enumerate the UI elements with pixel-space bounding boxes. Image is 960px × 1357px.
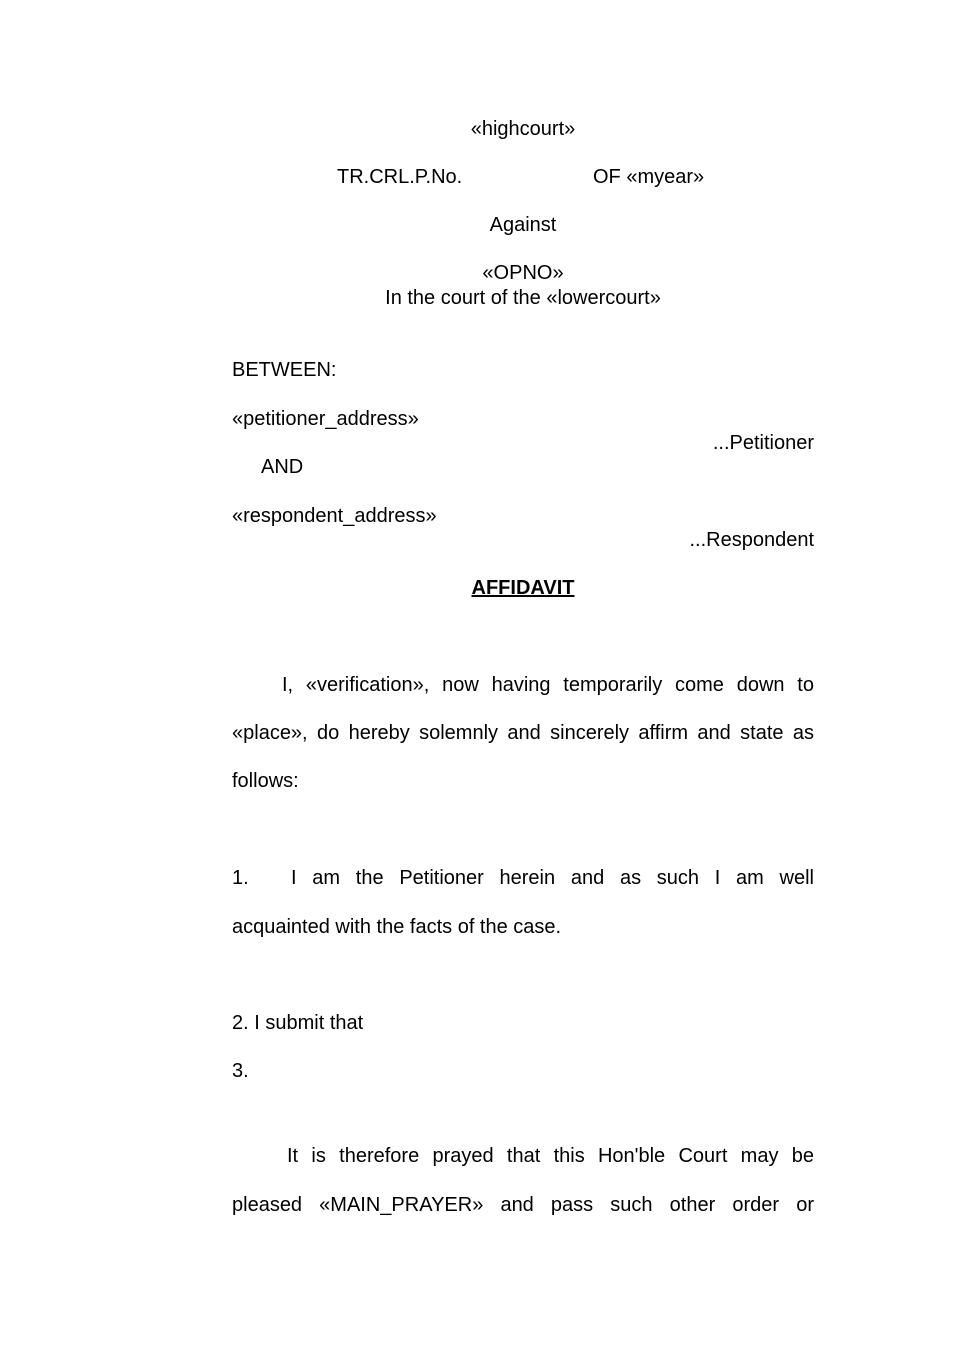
intro-line-3: follows: xyxy=(232,770,299,792)
petitioner-address: «petitioner_address» xyxy=(232,408,419,430)
intro-line-2: «place», do hereby solemnly and sincerely affirm and state as xyxy=(232,722,814,744)
and-label: AND xyxy=(261,456,304,478)
high-court-name: «highcourt» xyxy=(470,118,576,140)
lower-court-line: In the court of the «lowercourt» xyxy=(385,287,661,309)
petitioner-label: ...Petitioner xyxy=(712,432,814,454)
prayer-line-1: It is therefore prayed that this Hon'ble Court may be xyxy=(287,1145,814,1167)
respondent-address: «respondent_address» xyxy=(232,505,437,527)
paragraph-1-line-1: I am the Petitioner herein and as such I am well xyxy=(291,867,814,889)
case-year: OF «myear» xyxy=(593,166,705,188)
affidavit-title: AFFIDAVIT xyxy=(471,577,575,599)
between-label: BETWEEN: xyxy=(232,359,337,381)
respondent-label: ...Respondent xyxy=(689,529,814,551)
paragraph-3: 3. xyxy=(232,1060,249,1082)
prayer-line-2: pleased «MAIN_PRAYER» and pass such other order or xyxy=(232,1194,814,1216)
paragraph-1-line-2: acquainted with the facts of the case. xyxy=(232,916,562,938)
paragraph-1-number: 1. xyxy=(232,867,249,889)
intro-line-1: I, «verification», now having temporarily come down to xyxy=(282,674,814,696)
paragraph-2: 2. I submit that xyxy=(232,1012,364,1034)
against-label: Against xyxy=(489,214,557,236)
case-number-label: TR.CRL.P.No. xyxy=(337,166,463,188)
op-number: «OPNO» xyxy=(482,262,564,284)
